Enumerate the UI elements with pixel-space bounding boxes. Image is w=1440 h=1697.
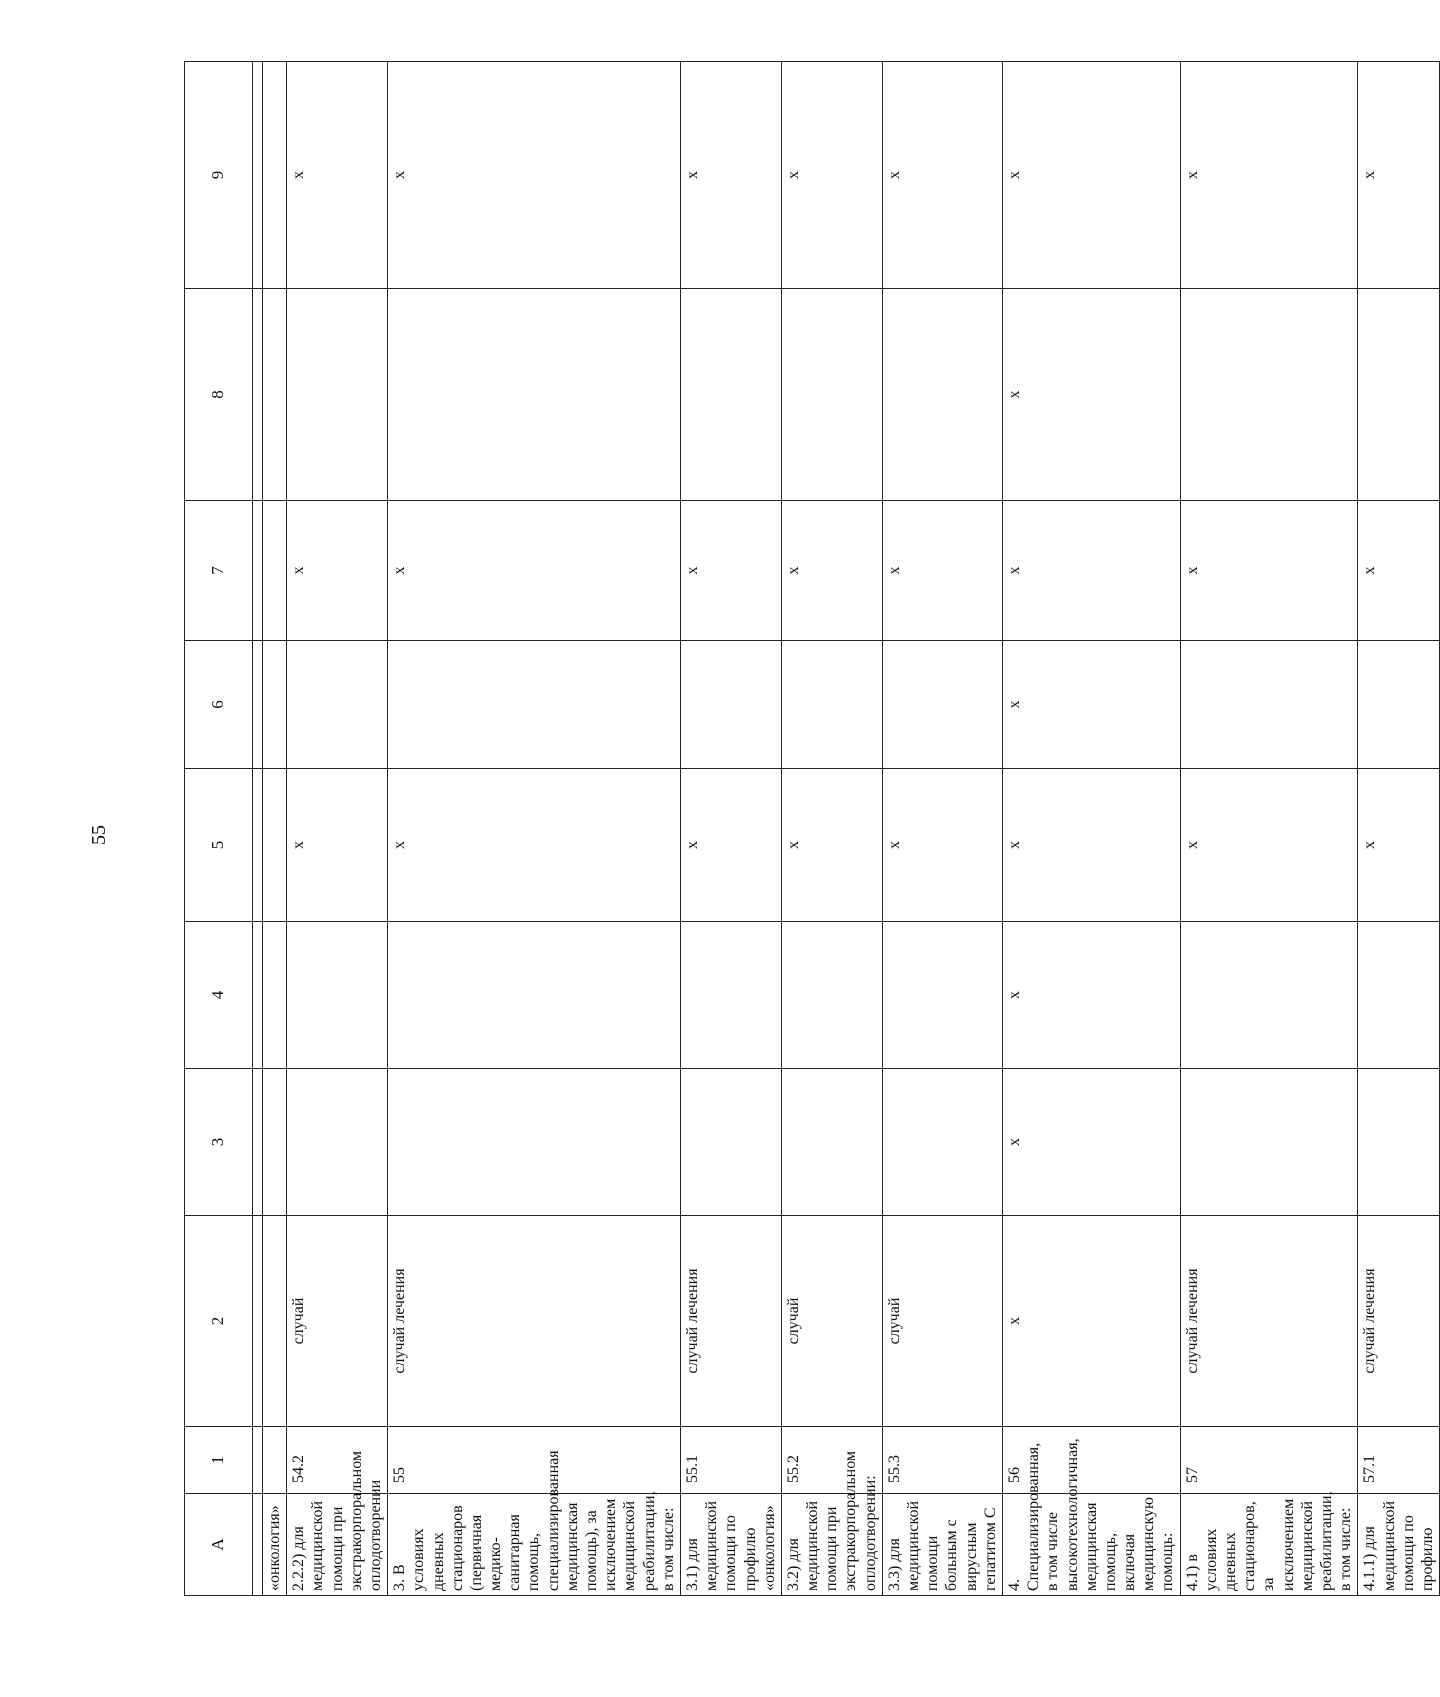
table-cell: х: [1180, 62, 1358, 289]
rotated-page-content: [184, 62, 1436, 1596]
table-cell: х: [1002, 1216, 1180, 1427]
table-cell: 57.1: [1358, 1427, 1440, 1494]
table-cell: [781, 289, 882, 501]
row-label-cell: 3.1) для медицинской помощи по профилю «онкология»: [680, 1494, 781, 1596]
table-cell: х: [287, 62, 388, 289]
row-label-cell: 4.1.1) для медицинской помощи по профилю: [1358, 1494, 1440, 1596]
table-cell: х: [388, 501, 681, 641]
table-cell: [882, 289, 1002, 501]
table-cell: х: [1002, 501, 1180, 641]
table-row: [388, 62, 681, 1596]
table-cell: х: [1002, 922, 1180, 1069]
table-cell: х: [1358, 769, 1440, 922]
table-row: [287, 62, 388, 1596]
table-cell: [263, 769, 287, 922]
table-row: [1358, 62, 1440, 1596]
row-label-cell: 3.3) для медицинской помощи больным с вирусным гепатитом С: [882, 1494, 1002, 1596]
table-cell: [1180, 922, 1358, 1069]
table-cell: случай: [781, 1216, 882, 1427]
table-cell: 55.2: [781, 1427, 882, 1494]
table-cell: [263, 641, 287, 769]
table-cell: х: [1002, 641, 1180, 769]
table-cell: [1180, 1069, 1358, 1216]
table-cell: [781, 641, 882, 769]
column-header: 1: [185, 1427, 253, 1494]
table-cell: х: [1180, 501, 1358, 641]
data-table: [184, 61, 1440, 1596]
column-header: 8: [185, 289, 253, 501]
table-cell: [388, 641, 681, 769]
table-cell: [1358, 289, 1440, 501]
table-cell: [882, 922, 1002, 1069]
table-cell: х: [1002, 1069, 1180, 1216]
table-cell: [781, 1069, 882, 1216]
table-cell: х: [680, 769, 781, 922]
table-cell: [1358, 1069, 1440, 1216]
table-cell: случай лечения: [680, 1216, 781, 1427]
table-cell: [680, 289, 781, 501]
table-cell: 55: [388, 1427, 681, 1494]
table-cell: [263, 1216, 287, 1427]
table-cell: случай лечения: [1358, 1216, 1440, 1427]
table-cell: х: [1358, 62, 1440, 289]
row-label-cell: 3.2) для медицинской помощи при экстракорпоральном оплодотворении:: [781, 1494, 882, 1596]
table-cell: [882, 641, 1002, 769]
table-cell: [680, 641, 781, 769]
table-cell: [388, 289, 681, 501]
table-cell: х: [287, 501, 388, 641]
table-row: [680, 62, 781, 1596]
table-cell: случай: [287, 1216, 388, 1427]
table-cell: 54.2: [287, 1427, 388, 1494]
header-row: [185, 62, 253, 1596]
table-cell: х: [1002, 289, 1180, 501]
table-cell: [287, 922, 388, 1069]
column-header: 6: [185, 641, 253, 769]
table-cell: [263, 289, 287, 501]
table-cell: 56: [1002, 1427, 1180, 1494]
page-number: 55: [88, 825, 110, 845]
table-cell: 57: [1180, 1427, 1358, 1494]
table-cell: [388, 1069, 681, 1216]
column-header: 7: [185, 501, 253, 641]
table-cell: х: [781, 501, 882, 641]
row-label-cell: 3. В условиях дневных стационаров (первичная медико-санитарная помощь, специализированная медицинская помощь), за исключением медицинской реабилитации, в том числе:: [388, 1494, 681, 1596]
table-cell: х: [680, 501, 781, 641]
table-cell: х: [1002, 62, 1180, 289]
column-header: 2: [185, 1216, 253, 1427]
table-row: [263, 62, 287, 1596]
table-cell: [680, 1069, 781, 1216]
table-row: [781, 62, 882, 1596]
table-cell: [1358, 641, 1440, 769]
table-cell: х: [287, 769, 388, 922]
row-label-cell: 4. Специализированная, в том числе высокотехнологичная, медицинская помощь, включая медицинскую помощь:: [1002, 1494, 1180, 1596]
column-header: 9: [185, 62, 253, 289]
column-header: 3: [185, 1069, 253, 1216]
table-cell: [1358, 922, 1440, 1069]
table-cell: [287, 641, 388, 769]
table-row: [1002, 62, 1180, 1596]
table-cell: х: [1358, 501, 1440, 641]
table-cell: случай лечения: [388, 1216, 681, 1427]
table-cell: х: [388, 62, 681, 289]
column-header: 5: [185, 769, 253, 922]
table-cell: х: [680, 62, 781, 289]
column-header: 4: [185, 922, 253, 1069]
table-cell: [263, 501, 287, 641]
row-label-cell: «онкология»: [263, 1494, 287, 1596]
table-cell: 55.1: [680, 1427, 781, 1494]
table-cell: случай лечения: [1180, 1216, 1358, 1427]
table-cell: х: [781, 769, 882, 922]
table-cell: х: [882, 62, 1002, 289]
table-cell: х: [882, 769, 1002, 922]
table-cell: случай: [882, 1216, 1002, 1427]
table-cell: х: [1180, 769, 1358, 922]
table-cell: [263, 922, 287, 1069]
table-cell: [882, 1069, 1002, 1216]
column-header: A: [185, 1494, 253, 1596]
row-label-cell: 4.1) в условиях дневных стационаров, за исключением медицинской реабилитации, в том числе:: [1180, 1494, 1358, 1596]
table-cell: х: [882, 501, 1002, 641]
table-cell: 55.3: [882, 1427, 1002, 1494]
table-cell: [263, 1069, 287, 1216]
table-cell: х: [388, 769, 681, 922]
table-row: [1180, 62, 1358, 1596]
table-cell: [388, 922, 681, 1069]
table-cell: [680, 922, 781, 1069]
table-cell: [1180, 641, 1358, 769]
table-cell: [263, 62, 287, 289]
separator-row: [253, 62, 263, 1596]
table-cell: [781, 922, 882, 1069]
table-cell: х: [1002, 769, 1180, 922]
table-cell: [287, 1069, 388, 1216]
table-cell: х: [781, 62, 882, 289]
table-cell: [1180, 289, 1358, 501]
table-cell: [263, 1427, 287, 1494]
row-label-cell: 2.2.2) для медицинской помощи при экстракорпоральном оплодотворении: [287, 1494, 388, 1596]
table-cell: [287, 289, 388, 501]
table-row: [882, 62, 1002, 1596]
